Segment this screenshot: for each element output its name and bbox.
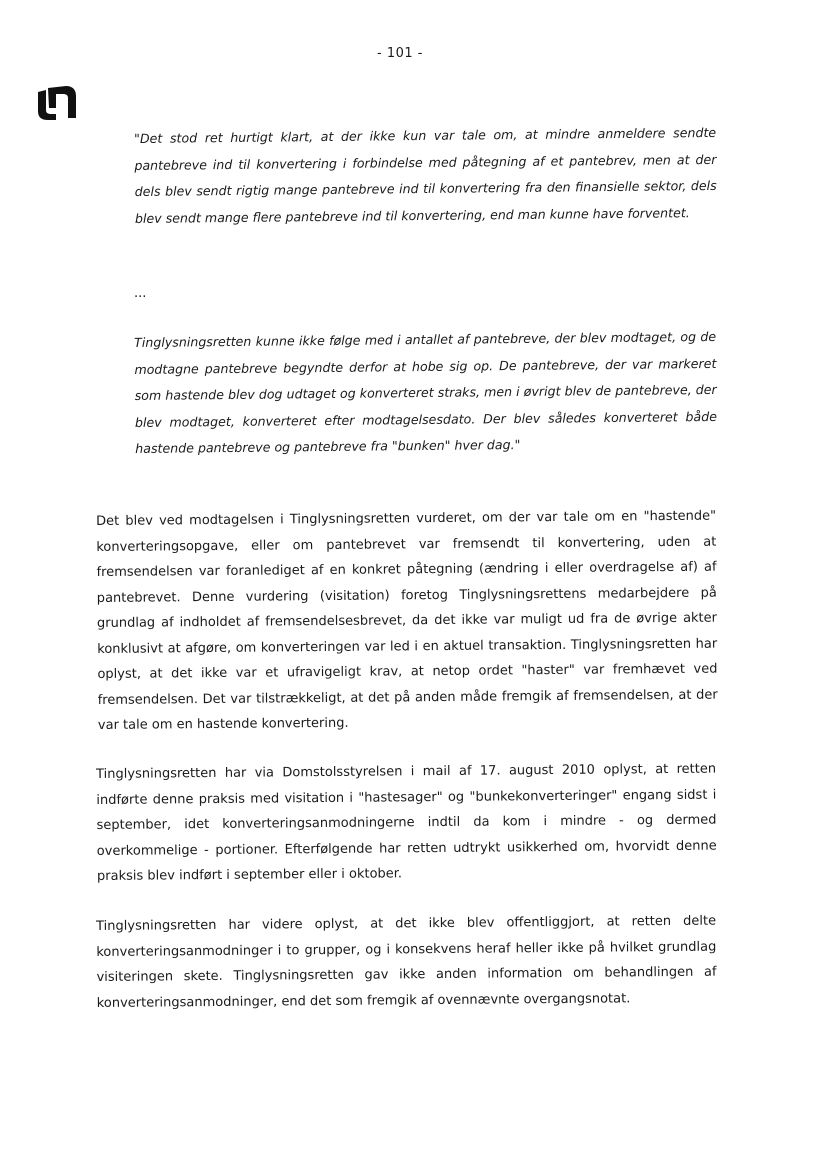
quote-block-2 <box>134 324 717 463</box>
court-logo-icon <box>36 86 78 120</box>
paragraph-text-1: Det blev ved modtagelsen i Tinglysningsretten vurderet, om der var tale om en "hastende" konverteringsopgave, eller om pantebrevet var fremsendt til konvertering, uden at fremsendelsen var foranlediget af en konkret påtegning (ændring i eller overdragelse af) af pantebrevet. Denne vurdering (visitation) foretog Tinglysningsrettens medarbejdere på grundlag af indholdet af fremsendelsesbrevet, da det ikke var muligt ud fra de øvrige akter konklusivt at afgøre, om konverteringen var led i en aktuel transaktion. Tinglysningsretten har oplyst, at det ikke var et ufravigeligt krav, at netop ordet "haster" var fremhævet ved fremsendelsen. Det var tilstrækkeligt, at det på anden måde fremgik af fremsendelsen, at der var tale om en hastende konvertering. <box>96 508 718 733</box>
body-paragraph-1 <box>96 504 718 739</box>
paragraph-text-3: Tinglysningsretten har videre oplyst, at det ikke blev offentliggjort, at retten delte konverteringsanmodninger i to grupper, og i konsekvens heraf heller ikke på hvilket grundlag visiteringen skete. Tinglysningsretten gav ikke anden information om behandlingen af konverteringsanmodninger, end det som fremgik af ovennævnte overgangsnotat. <box>96 913 717 1011</box>
page-number: - 101 - <box>377 46 423 61</box>
quote-text-2: Tinglysningsretten kunne ikke følge med i antallet af pantebreve, der blev modtaget, og de modtagne pantebreve begyndte derfor at hobe sig op. De pantebreve, der var markeret som hastende blev dog udtaget og konverteret straks, men i øvrigt blev de pantebreve, der blev modtaget, konverteret efter modtagelsesdato. Der blev således konverteret både hastende pantebreve og pantebreve fra "bunken" hver dag." <box>134 328 718 456</box>
body-paragraph-3 <box>96 909 717 1016</box>
paragraph-text-2: Tinglysningsretten har via Domstolsstyrelsen i mail af 17. august 2010 oplyst, at retten indførte denne praksis med visitation i "hastesager" og "bunkekonverteringer" engang sidst i september, idet konverteringsanmodningerne indtil da kom i mindre - og dermed overkommelige - portioner. Efterfølgende har retten udtrykt usikkerhed om, hvorvidt denne praksis blev indført i september eller i oktober. <box>96 761 717 884</box>
quote-text-1: "Det stod ret hurtigt klart, at der ikke kun var tale om, at mindre anmeldere sendte pantebreve ind til konvertering i forbindelse med påtegning af et pantebrev, men at der dels blev sendt rigtig mange pantebreve ind til konvertering fra den finansielle sektor, dels blev sendt mange flere pantebreve ind til konvertering, end man kunne have forventet. <box>134 124 717 226</box>
body-paragraph-2 <box>96 757 717 890</box>
quote-block-1 <box>134 120 717 232</box>
quote-ellipsis: ... <box>134 286 147 301</box>
